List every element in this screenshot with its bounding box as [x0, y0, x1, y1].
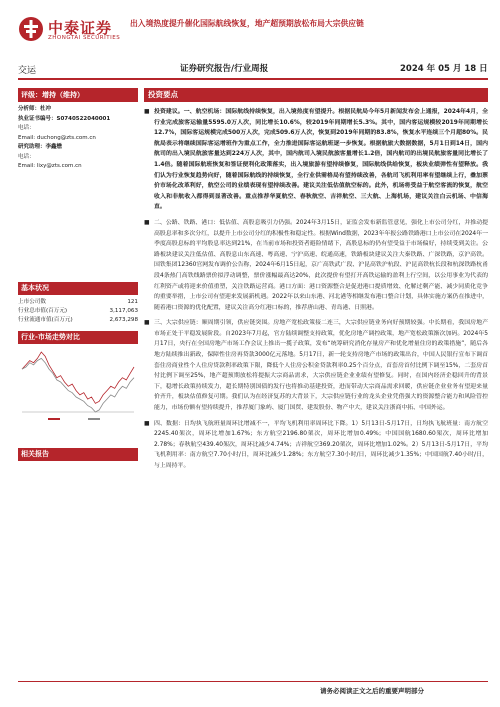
footer-disclaimer: 请务必阅读正文之后的重要声明部分 — [320, 687, 424, 695]
paragraph-text: 投资建议。一、航空机场：国际航线持续恢复，出入境热度有望提升。根据民航局今年5月新闻发布会上通报，2024年4月，全行业完成旅客运输量5595.0万人次，同比增长10.6%，较2019年同期增长5.3%。其中，国内客运规模较2019年同期增长12.7%，国际客运规模完成500万人次，完成509.6万人次，恢复到2019年同期的83.8%，恢复水平连续三个月超80%。民航局表示将继续国际客运增班作为重点工作，全力推进国际客运航班逐一步恢复。根据航旅大数据数据，5月1日到14日，国内航司的出入境民航旅客量达到224万人次，其中，国内航司入境民航旅客量增长1.2倍，国内航司的出境民航旅客量同比增长了1.4倍。随着国际航班恢复和签证便利化政策落实，出入境旅游有望持续修复，国际航线供给恢复，板块业绩弹性有望释放。我们认为行业恢复趋势向好，随着国际航线的持续恢复，全行业供需格局有望持续改善，各航司飞机利用率有望继续上行，叠加票价市场化改革利好，航空公司的业绩表现有望持续改善。建议关注低估值航空标的。此外，机场将受益于航空客流的恢复，航空收入和非航收入都得到显著改善。重点推荐华夏航空、春秋航空、吉祥航空、三大航、上海机场，建议关注白云机场、中信海直。 — [154, 109, 488, 211]
table-row — [18, 307, 138, 316]
bullet-icon: ■ — [144, 219, 150, 226]
row-value: 3,117,063 — [109, 307, 138, 314]
paragraph-text: 三、大宗供应链：顺周期引领，供应链突围。房地产宽松政策接二连三，大宗供应链业务向好预期较强。中长期看，我国房地产市场正处于平稳发展阶段。自2023年7月起，官方陆续调整支持政策，优化房地产调控政策，地产宽松政策渐次加码。2024年5月17日，央行在全国房地产市场工作会议上推出一揽子政策，发布“统筹研究消化存量房产和优化增量住房的政策措施”，随后各地方陆续推出新政，保障性住房再贷款3000亿元落地。5月17日，新一轮支持房地产市场的政策出台，中国人民银行宣布下调首套住房商业性个人住房贷款利率政策下限，降低个人住房公积金贷款利率0.25个百分点，首套房首付比例下调至15%，二套房首付比例下调至25%，地产超预期放松将提振大宗商品需求，大宗供应链企业业绩有望修复。同时，在国内经济企稳回升的背景下，稳增长政策持续发力，超长期特别国债的发行也将推动基建投资，进而带动大宗商品需求回暖，供应链企业业务有望迎来量价齐升，板块估值修复可期。我们认为在经济复苏的大背景下，大宗供应链行业的龙头企业凭借强大的资源整合能力和风险管控能力，市场份额有望持续提升，推荐厦门象屿、厦门国贸、建发股份、物产中大，建议关注浙商中拓、中国外运。 — [154, 320, 488, 412]
series-line-1 — [22, 358, 134, 412]
bullet-icon: ■ — [144, 420, 150, 427]
header-divider — [18, 78, 488, 80]
main-content — [144, 88, 488, 472]
footer-divider — [18, 681, 488, 682]
row-key: 行业总市值(百万元) — [18, 307, 68, 314]
report-title: 出入境热度提升催化国际航线恢复，地产超预期放松布局大宗供应链 — [130, 19, 364, 28]
market-trend-chart — [18, 346, 138, 426]
paragraph-highway-rail-port — [144, 218, 488, 313]
left-sidebar — [18, 88, 138, 461]
analyst-email[interactable]: Email: duchong@zts.com.cn — [18, 134, 96, 141]
trend-chart-svg — [18, 346, 138, 426]
paragraph-text: 二、公路、铁路、港口：低估值、高股息吸引力仍强。2024年3月15日，证监会发布新监管意见，强化上市公司分红，并推动提高股息率和多次分红，以提升上市公司分红的积极性和稳定性。根据Wind数据，2023年年报公路铁路港口上市公司在2024年一季度高股息标的平均股息率达到21%，在当前市场和投资者避险情绪下，高股息标的仍有望受益于市场偏好，持续受到关注。公路板块建议关注低估值、高股息山东高速、粤高速、宁沪高速、皖通高速，铁路板块建议关注大秦铁路、广深铁路，京沪高铁。国铁集团12360官网发布调价公告称，2024年6月15日起，京广高铁武广段、沪昆高铁沪杭段、沪昆高铁杭长段和杭深铁路杭甬段4条热门高铁线路票价拟浮动调整，票价涨幅最高达20%，此次提价有望打开高铁运输的盈利上行空间，以公用事业为代表的红利资产或将迎来价值重塑，关注铁路运营商。港口方面：港口资源整合是促进港口提质增效、化解过剩产能、减少同质化竞争的重要举措，上市公司有望迎来发展新机遇。2022年以来山东港、河北港等相继发布港口整合计划，具体实施方案仍在推进中，随着港口资源的优化配置，建议关注高分红港口标的，推荐唐山港、青岛港、日照港。 — [154, 219, 488, 311]
cert-number: 执业证书编号：S0740522040001 — [18, 115, 111, 122]
researcher-phone: 电话： — [18, 153, 35, 160]
bullet-icon: ■ — [144, 320, 150, 327]
paragraph-supply-chain — [144, 318, 488, 413]
report-type: 证券研究报告/行业周报 — [180, 64, 269, 74]
paragraph-data — [144, 419, 488, 472]
logo — [18, 16, 138, 44]
report-date: 2024 年 05 月 18 日 — [400, 64, 488, 74]
sector-label: 交运 — [18, 66, 37, 76]
row-key: 上市公司数 — [18, 298, 46, 305]
basic-status-table — [18, 298, 138, 325]
row-key: 行业流通市值(百万元) — [18, 316, 73, 323]
report-header — [0, 0, 500, 90]
logo-mark-icon — [18, 16, 44, 42]
rating-bar: 评级：增持（维持） — [18, 88, 138, 102]
analyst-phone: 电话： — [18, 125, 35, 131]
bullet-icon: ■ — [144, 109, 150, 115]
row-value: 2,673,298 — [109, 316, 138, 323]
key-points-heading: 投资要点 — [144, 88, 488, 102]
researcher-email[interactable]: Email: lixy@zts.com.cn — [18, 163, 82, 169]
row-value: 121 — [127, 298, 138, 305]
market-trend-heading: 行业-市场走势对比 — [18, 331, 138, 344]
logo-text-en: ZHONGTAI SECURITIES — [48, 35, 121, 41]
analyst-name: 分析师：杜冲 — [18, 106, 52, 112]
analyst-info — [18, 105, 138, 172]
legend-swatch-1 — [88, 418, 100, 420]
table-row — [18, 316, 138, 325]
researcher-name: 研究助理：李鑫懋 — [18, 144, 63, 150]
paragraph-text: 四、数据：日均执飞航班量周环比增减不一，平均飞机利用率周环比下降。1）5月13日-5月17日，日均执飞航班量：南方航空2245.40架次，周环比增加1.67%；东方航空2196.80架次，周环比增加0.49%；中国国航1680.60架次，周环比增加2.78%；春秋航空439.40架次，周环比减少4.74%；吉祥航空369.20架次，周环比增加1.02%。2）5月13日-5月17日，平均飞机利用率：南方航空7.70小时/日，周环比减少1.28%；东方航空7.30小时/日，周环比减少1.35%；中国国航7.40小时/日，与上周持平。 — [154, 420, 488, 469]
paragraph-aviation — [144, 107, 488, 213]
logo-text-cn: 中泰证券 — [48, 19, 113, 37]
legend-swatch-0 — [48, 418, 60, 420]
related-reports-heading: 相关报告 — [18, 448, 138, 461]
table-row — [18, 298, 138, 307]
basic-status-heading: 基本状况 — [18, 282, 138, 295]
